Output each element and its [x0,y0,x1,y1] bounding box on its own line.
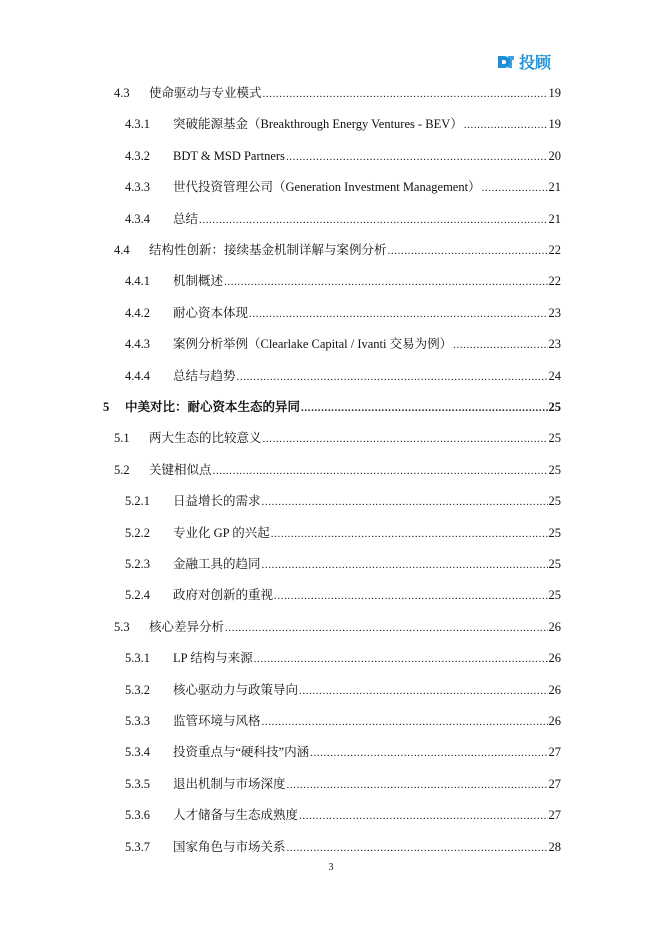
toc-entry-title: 总结 [173,211,199,226]
toc-entry-title: 核心差异分析 [149,619,225,634]
toc-entry-title: 监管环境与风格 [173,714,261,728]
toc-entry-title: 案例分析举例（Clearlake Capital / Ivanti 交易为例） [173,337,453,352]
toc-entry-page: 26 [548,651,561,666]
toc-entry-number: 5.3.6 [125,808,150,823]
toc-entry-title: LP 结构与来源 [173,651,253,666]
toc-leader-dots [271,523,548,544]
toc-leader-dots [199,209,547,230]
toc-entry-page: 21 [548,211,561,226]
toc-entry-page: 25 [548,400,561,414]
toc-entry-page: 26 [548,714,561,728]
toc-leader-dots [482,177,548,198]
toc-entry-title: 总结与趋势 [173,368,236,383]
toc-leader-dots [287,774,548,795]
toc-entry-number: 4.3.2 [125,148,150,163]
toc-leader-dots [388,240,548,261]
toc-entry-number: 4.3.3 [125,180,150,195]
toc-entry-title: 突破能源基金（Breakthrough Energy Ventures - BEV） [173,117,463,132]
toc-entry[interactable] [125,177,561,197]
toc-leader-dots [213,460,548,481]
toc-entry-number: 5.3.5 [125,776,150,791]
brand-logo-text: 投顾 [519,53,552,72]
toc-leader-dots [274,585,547,606]
toc-entry-title: 专业化 GP 的兴起 [173,525,270,540]
toc-entry[interactable] [125,271,561,291]
toc-entry-title: 机制概述 [173,274,224,289]
toc-entry-title: 国家角色与市场关系 [173,839,286,854]
toc-entry[interactable] [125,837,561,857]
toc-entry-title: BDT & MSD Partners [173,148,285,163]
toc-entry-title: 结构性创新：接续基金机制详解与案例分析 [149,243,387,257]
toc-leader-dots [287,837,548,858]
toc-entry-number: 5.1 [114,431,130,446]
toc-entry-title: 耐心资本体现 [173,305,249,320]
toc-entry-title: 人才储备与生态成熟度 [173,808,299,823]
toc-entry-number: 5.2.1 [125,494,150,509]
toc-entry[interactable] [114,83,561,103]
toc-leader-dots [464,114,548,135]
toc-leader-dots [262,711,548,732]
toc-entry-number: 5.3.1 [125,651,150,666]
toc-entry-page: 19 [548,117,561,132]
toc-entry-page: 27 [548,745,561,760]
toc-entry-number: 5.2.2 [125,525,150,540]
toc-entry-number: 5.2.4 [125,588,150,603]
toc-entry-number: 4.3 [114,86,130,100]
toc-entry-number: 4.4.4 [125,368,150,383]
toc-entry[interactable] [125,114,561,134]
toc-entry-page: 28 [548,839,561,854]
toc-entry-number: 5.3.3 [125,714,150,728]
toc-entry[interactable] [125,805,561,825]
toc-entry-title: 政府对创新的重视 [173,588,274,603]
toc-entry-page: 22 [548,274,561,289]
toc-entry[interactable] [114,428,561,448]
toc-entry-title: 世代投资管理公司（Generation Investment Management） [173,180,481,195]
toc-entry-page: 27 [548,808,561,823]
toc-leader-dots [224,271,547,292]
toc-entry-title: 投资重点与“硬科技”内涵 [173,745,310,760]
toc-entry[interactable] [114,617,561,637]
toc-leader-dots [262,554,548,575]
toc-entry-title: 核心驱动力与政策导向 [173,682,299,697]
toc-entry-page: 25 [548,525,561,540]
toc-leader-dots [310,742,547,763]
toc-leader-dots [263,428,548,449]
toc-entry-number: 5.3.7 [125,839,150,854]
toc-entry-title: 退出机制与市场深度 [173,776,286,791]
toc-entry-number: 4.4 [114,243,130,257]
toc-entry-number: 5.3.2 [125,682,150,697]
toc-entry-title: 使命驱动与专业模式 [149,86,262,100]
toc-entry-page: 21 [548,180,561,195]
toc-entry[interactable] [125,146,561,166]
toc-leader-dots [299,680,547,701]
toc-entry[interactable] [125,334,561,354]
toc-leader-dots [237,366,548,387]
toc-entry-title: 两大生态的比较意义 [149,431,262,446]
toc-entry-title: 金融工具的趋同 [173,557,261,571]
toc-leader-dots [286,146,548,167]
toc-entry-page: 23 [548,305,561,320]
toc-leader-dots [299,805,547,826]
toc-entry-page: 19 [548,86,561,100]
toc-entry-title: 中美对比：耐心资本生态的异同 [125,400,301,414]
toc-entry-page: 25 [548,588,561,603]
toc-leader-dots [453,334,547,355]
toc-entry-page: 27 [548,776,561,791]
toc-entry[interactable] [125,491,561,511]
toc-entry-page: 20 [548,148,561,163]
toc-entry-page: 25 [548,494,561,509]
toc-entry[interactable] [125,209,561,229]
toc-entry[interactable] [114,460,561,480]
toc-leader-dots [263,83,548,104]
toc-entry[interactable] [125,366,561,386]
toc-entry-number: 4.4.2 [125,305,150,320]
toc-leader-dots [249,303,547,324]
toc-entry-number: 4.3.4 [125,211,150,226]
toc-leader-dots [225,617,547,638]
toc-entry-number: 4.3.1 [125,117,150,132]
toc-entry[interactable] [125,648,561,668]
toc-entry-page: 25 [548,557,561,571]
toc-entry[interactable] [125,523,561,543]
toc-entry[interactable] [125,680,561,700]
toc-entry[interactable] [114,240,561,260]
toc-entry-number: 5 [103,400,110,414]
toc-entry-page: 26 [548,619,561,634]
toc-entry-title: 日益增长的需求 [173,494,261,509]
toc-entry-number: 5.3.4 [125,745,150,760]
toc-leader-dots [262,491,548,512]
toc-entry-page: 25 [548,462,561,477]
toc-entry[interactable] [125,554,561,574]
toc-entry-page: 26 [548,682,561,697]
toc-leader-dots [254,648,548,669]
toc-entry-page: 22 [548,243,561,257]
toc-entry-number: 5.2 [114,462,130,477]
toc-entry[interactable] [125,774,561,794]
toc-entry[interactable] [125,742,561,762]
toc-leader-dots [301,397,547,418]
toc-entry-number: 4.4.1 [125,274,150,289]
brand-logo [496,50,551,73]
page-number: 3 [328,862,334,873]
toc-entry[interactable] [103,397,561,417]
toc-entry-number: 5.2.3 [125,557,150,571]
toc-entry[interactable] [125,711,561,731]
brand-logo-icon [496,53,516,71]
toc-entry-page: 24 [548,368,561,383]
toc-entry-number: 4.4.3 [125,337,150,352]
toc-entry-number: 5.3 [114,619,130,634]
toc-entry[interactable] [125,585,561,605]
toc-entry-page: 25 [548,431,561,446]
toc-entry[interactable] [125,303,561,323]
toc-entry-page: 23 [548,337,561,352]
toc-entry-title: 关键相似点 [149,462,212,477]
